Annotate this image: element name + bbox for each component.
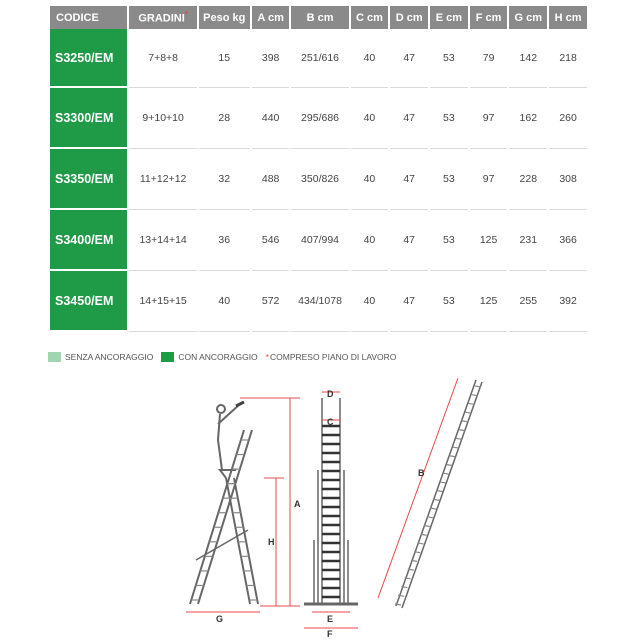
extended-ladder-figure xyxy=(396,380,482,608)
table-cell: 14+15+15 xyxy=(129,271,196,332)
legend xyxy=(48,352,404,362)
column-header xyxy=(509,6,547,29)
table-cell: 228 xyxy=(509,149,547,210)
product-code: S3300/EM xyxy=(50,88,127,149)
table-cell: 40 xyxy=(351,29,389,88)
asterisk-mark: * xyxy=(184,10,188,20)
product-code: S3450/EM xyxy=(50,271,127,332)
legend-label-without-anchor: SENZA ANCORAGGIO xyxy=(65,352,154,362)
table-cell: 434/1078 xyxy=(291,271,348,332)
table-cell: 47 xyxy=(390,88,428,149)
table-cell: 53 xyxy=(430,210,468,271)
table-cell: 142 xyxy=(509,29,547,88)
column-header-label: GRADINI xyxy=(138,12,185,25)
table-cell: 11+12+12 xyxy=(129,149,196,210)
column-header-label: E cm xyxy=(435,11,463,24)
table-cell: 47 xyxy=(390,29,428,88)
table-cell: 546 xyxy=(252,210,290,271)
front-view-figure xyxy=(304,398,358,604)
column-header xyxy=(351,6,389,29)
legend-note: COMPRESO PIANO DI LAVORO xyxy=(269,352,397,362)
legend-item-without-anchor xyxy=(48,352,153,362)
table-row xyxy=(50,29,587,88)
table-cell: 125 xyxy=(470,210,508,271)
column-header xyxy=(129,6,196,29)
column-header xyxy=(252,6,290,29)
table-cell: 40 xyxy=(351,149,389,210)
green-swatch xyxy=(161,352,174,362)
table-cell: 79 xyxy=(470,29,508,88)
column-header xyxy=(199,6,250,29)
column-header-label: G cm xyxy=(514,11,543,24)
table-cell: 392 xyxy=(549,271,587,332)
table-cell: 572 xyxy=(252,271,290,332)
label-c: C xyxy=(327,417,334,427)
rung xyxy=(449,456,455,457)
table-cell: 440 xyxy=(252,88,290,149)
header-row xyxy=(50,6,587,29)
table-cell: 13+14+14 xyxy=(129,210,196,271)
table-cell: 231 xyxy=(509,210,547,271)
table-row xyxy=(50,271,587,332)
table-cell: 398 xyxy=(252,29,290,88)
table-cell: 47 xyxy=(390,149,428,210)
table-cell: 7+8+8 xyxy=(129,29,196,88)
rung xyxy=(462,421,468,422)
table-cell: 15 xyxy=(199,29,250,88)
product-code: S3250/EM xyxy=(50,29,127,88)
tool xyxy=(236,402,244,406)
light-green-swatch xyxy=(48,352,61,362)
dimension-lines-2 xyxy=(304,392,358,628)
asterisk-mark: * xyxy=(265,352,269,362)
column-header-label: A cm xyxy=(257,11,284,24)
table-cell: 40 xyxy=(351,88,389,149)
ladder-diagram xyxy=(0,370,640,640)
table-cell: 218 xyxy=(549,29,587,88)
legend-item-note xyxy=(266,352,397,362)
label-h: H xyxy=(268,537,275,547)
legend-item-with-anchor xyxy=(161,352,257,362)
column-header xyxy=(549,6,587,29)
table-cell: 53 xyxy=(430,29,468,88)
table-row xyxy=(50,88,587,149)
product-code: S3400/EM xyxy=(50,210,127,271)
legend-label-with-anchor: CON ANCORAGGIO xyxy=(178,352,258,362)
column-header xyxy=(470,6,508,29)
stepladder-figure xyxy=(190,402,258,604)
label-b: B xyxy=(418,468,425,478)
column-header xyxy=(50,6,127,29)
spec-table xyxy=(48,6,589,332)
table-cell: 47 xyxy=(390,271,428,332)
table-cell: 40 xyxy=(199,271,250,332)
column-header xyxy=(390,6,428,29)
label-g: G xyxy=(216,614,224,624)
column-header-label: F cm xyxy=(475,11,502,24)
ladder-top xyxy=(220,470,236,478)
column-header-label: D cm xyxy=(395,11,423,24)
column-header-label: CODICE xyxy=(56,11,99,24)
table-cell: 162 xyxy=(509,88,547,149)
table-body xyxy=(50,29,587,332)
rung xyxy=(453,447,459,448)
column-header xyxy=(430,6,468,29)
product-code: S3350/EM xyxy=(50,149,127,210)
table-cell: 125 xyxy=(470,271,508,332)
column-header-label: H cm xyxy=(554,11,582,24)
table-cell: 97 xyxy=(470,88,508,149)
label-d: D xyxy=(327,389,334,399)
column-header-label: B cm xyxy=(306,11,334,24)
table-cell: 97 xyxy=(470,149,508,210)
table-cell: 36 xyxy=(199,210,250,271)
label-e: E xyxy=(327,614,334,624)
table-cell: 295/686 xyxy=(291,88,348,149)
table-cell: 260 xyxy=(549,88,587,149)
rung xyxy=(440,482,446,483)
table-cell: 53 xyxy=(430,149,468,210)
table-cell: 366 xyxy=(549,210,587,271)
label-a: A xyxy=(294,499,301,509)
rung xyxy=(459,430,465,431)
table-cell: 9+10+10 xyxy=(129,88,196,149)
table-cell: 53 xyxy=(430,271,468,332)
table-cell: 40 xyxy=(351,271,389,332)
label-f: F xyxy=(327,629,333,639)
rung xyxy=(437,491,443,492)
rung xyxy=(433,499,439,500)
person-head xyxy=(217,405,225,413)
rung xyxy=(443,473,449,474)
column-header-label: C cm xyxy=(355,11,383,24)
table-cell: 53 xyxy=(430,88,468,149)
rung xyxy=(456,438,462,439)
table-cell: 350/826 xyxy=(291,149,348,210)
table-cell: 407/994 xyxy=(291,210,348,271)
table-cell: 32 xyxy=(199,149,250,210)
table-row xyxy=(50,149,587,210)
table-cell: 488 xyxy=(252,149,290,210)
column-header-label: Peso kg xyxy=(203,11,246,24)
table-cell: 40 xyxy=(351,210,389,271)
rung xyxy=(446,464,452,465)
table-cell: 47 xyxy=(390,210,428,271)
table-cell: 28 xyxy=(199,88,250,149)
table-cell: 255 xyxy=(509,271,547,332)
front-view-rungs xyxy=(322,426,340,597)
table-cell: 308 xyxy=(549,149,587,210)
table-row xyxy=(50,210,587,271)
column-header xyxy=(291,6,348,29)
table-cell: 251/616 xyxy=(291,29,348,88)
